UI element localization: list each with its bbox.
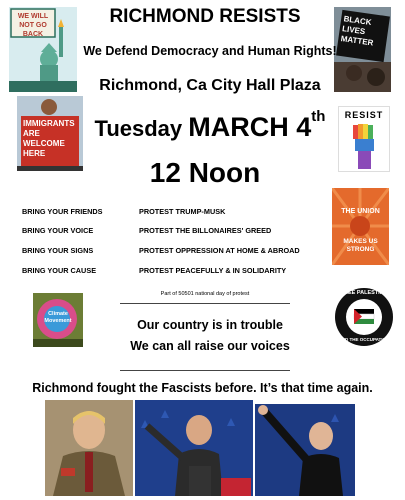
raised-fist-icon <box>339 107 390 172</box>
union-sign-image <box>332 188 389 265</box>
union-sign-text-top: THE UNION <box>341 208 380 215</box>
divider <box>120 303 290 304</box>
liberty-sign-image <box>9 7 77 92</box>
divider <box>120 370 290 371</box>
page-title: RICHMOND RESISTS <box>109 6 301 27</box>
event-month-day: MARCH 4 <box>188 112 312 142</box>
bring-item: BRING YOUR CAUSE <box>22 266 97 275</box>
palestine-badge-top-text: FREE PALESTINE <box>340 290 388 296</box>
protest-item: PROTEST THE BILLONAIRES' GREED <box>139 226 272 235</box>
bring-item: BRING YOUR FRIENDS <box>22 207 103 216</box>
speaker-photo <box>135 400 253 496</box>
message-line-1: Our country is in trouble <box>137 318 283 332</box>
bring-item: BRING YOUR SIGNS <box>22 246 94 255</box>
liberty-sign-text: WE WILL NOT GO BACK <box>17 13 49 38</box>
resist-sign-text: RESIST <box>344 110 384 120</box>
resist-sign-image <box>338 106 390 172</box>
painting-figure-illustration <box>45 400 133 496</box>
climate-sign-image <box>33 293 83 347</box>
saluting-figure-illustration <box>255 404 355 496</box>
national-day-note: Part of 50501 national day of protest <box>160 291 250 297</box>
immigrants-sign-text: IMMIGRANTS ARE WELCOME HERE <box>23 119 75 158</box>
protest-item: PROTEST PEACEFULLY & IN SOLIDARITY <box>139 266 287 275</box>
event-time: 12 Noon <box>149 157 261 188</box>
union-sign-text-bottom: MAKES US STRONG <box>343 238 378 253</box>
message-line-2: We can all raise our voices <box>130 339 290 353</box>
event-location: Richmond, Ca City Hall Plaza <box>99 77 321 94</box>
closing-statement: Richmond fought the Fascists before. It’s that time again. <box>32 381 373 395</box>
immigrants-sign-image <box>17 96 83 171</box>
blm-sign-text: BLACK LIVES MATTER <box>340 14 374 48</box>
saluting-figure-photo <box>255 404 355 496</box>
painting-figure-photo <box>45 400 133 496</box>
bring-item: BRING YOUR VOICE <box>22 226 94 235</box>
speaker-illustration <box>135 400 253 496</box>
palestine-badge-bottom-text: END THE OCCUPATION <box>338 337 390 342</box>
event-day: Tuesday <box>94 116 183 141</box>
palestine-badge-image <box>334 287 394 347</box>
event-date-suffix: th <box>311 108 326 125</box>
protest-item: PROTEST TRUMP-MUSK <box>139 207 226 216</box>
blm-sign-image <box>334 7 391 92</box>
climate-sign-text: Climate Movement <box>44 311 72 324</box>
protest-item: PROTEST OPPRESSION AT HOME & ABROAD <box>139 246 300 255</box>
event-date <box>90 108 330 143</box>
subtitle: We Defend Democracy and Human Rights! <box>83 44 337 58</box>
